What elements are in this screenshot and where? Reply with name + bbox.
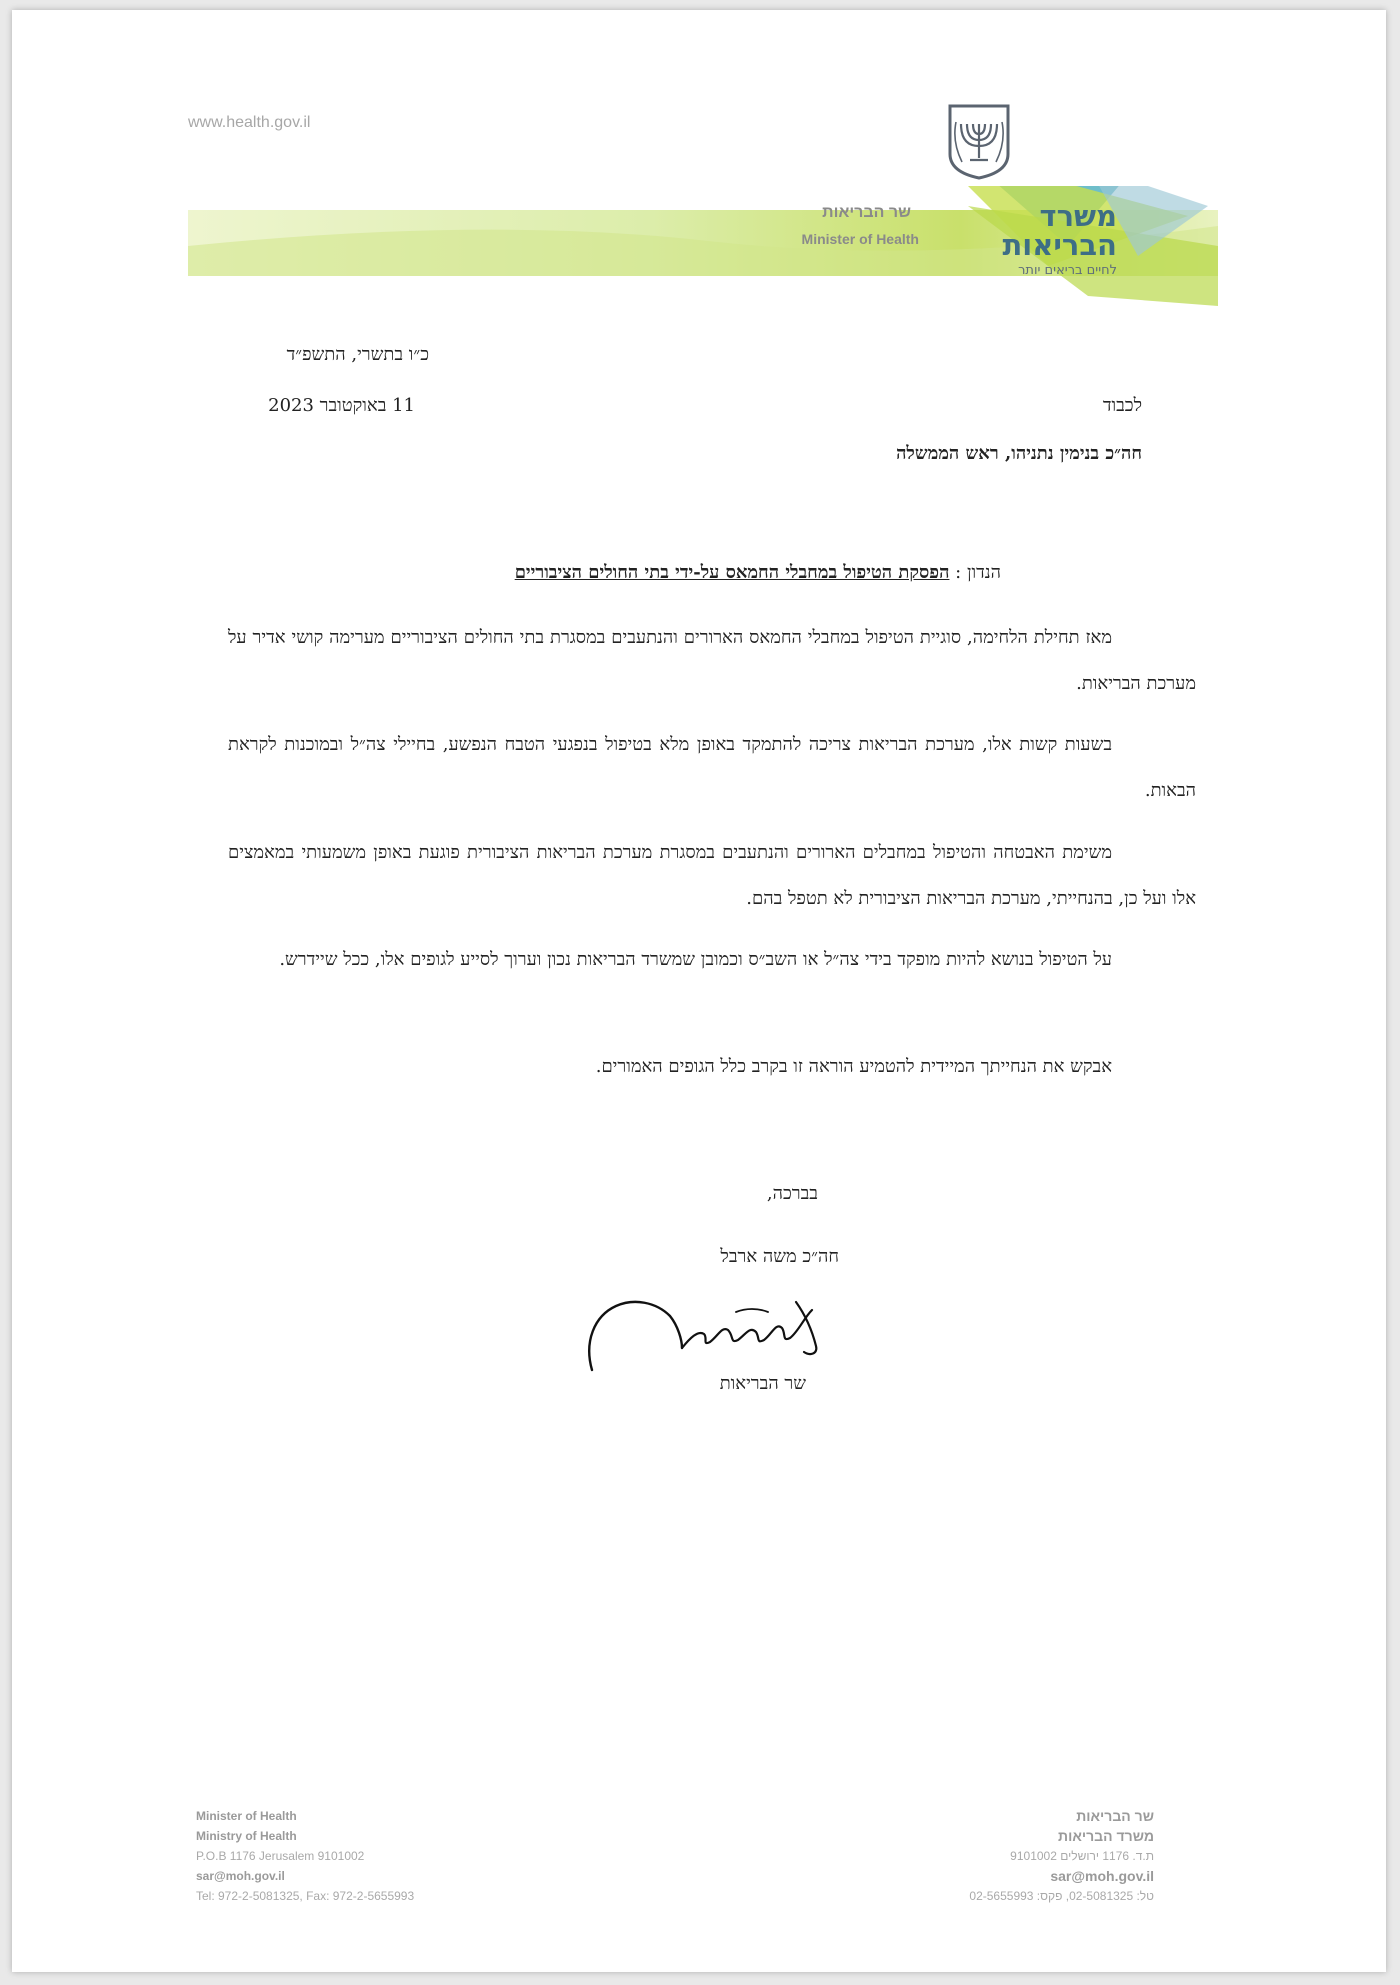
footer-he-address: ת.ד. 1176 ירושלים 9101002 — [1010, 1849, 1154, 1863]
website-url: www.health.gov.il — [188, 114, 311, 131]
footer-en-line2: Ministry of Health — [196, 1829, 297, 1843]
handwritten-signature — [586, 1282, 836, 1378]
subject-line — [515, 562, 1001, 583]
footer-en-phone: Tel: 972-2-5081325, Fax: 972-2-5655993 — [196, 1889, 415, 1903]
footer-he-email: sar@moh.gov.il — [1050, 1868, 1154, 1884]
footer-he-phone: טל: 02-5081325, פקס: 02-5655993 — [969, 1889, 1154, 1903]
brand-line-1: משרד — [1039, 199, 1117, 233]
signer-title: שר הבריאות — [719, 1373, 806, 1394]
ministry-brand-name — [1002, 199, 1118, 262]
footer-en-address: P.O.B 1176 Jerusalem 9101002 — [196, 1849, 365, 1863]
subject-label: הנדון : — [955, 562, 1001, 583]
body-paragraph-5: אבקש את הנחייתך המיידית להטמיע הוראה זו בקרב כלל הגופים האמורים. — [595, 1056, 1112, 1077]
recipient-name: חה״כ בנימין נתניהו, ראש הממשלה — [896, 443, 1142, 464]
minister-title-english: Minister of Health — [801, 231, 919, 247]
footer-en-line1: Minister of Health — [196, 1809, 297, 1823]
signer-name: חה״כ משה ארבל — [720, 1246, 839, 1267]
minister-title-hebrew: שר הבריאות — [822, 204, 911, 221]
footer-english — [196, 1806, 414, 1906]
body-paragraph-2: בשעות קשות אלו, מערכת הבריאות צריכה להתמקד באופן מלא בטיפול בנפגעי הטבח הנפשע, בחיילי צה״ל ובמוכנות לקראת הבאות. — [228, 734, 1196, 801]
footer-he-line1: שר הבריאות — [1076, 1808, 1154, 1824]
footer-he-line2: משרד הבריאות — [1058, 1828, 1154, 1844]
state-emblem-menorah — [946, 102, 1012, 180]
body-paragraph-3: משימת האבטחה והטיפול במחבלים הארורים והנתעבים במסגרת מערכת הבריאות הציבורית פוגעת באופן משמעותי במאמצים אלו ועל כן, בהנחייתי, מערכת הבריאות הציבורית לא תטפל בהם. — [228, 842, 1196, 909]
body-paragraph-4: על הטיפול בנושא להיות מופקד בידי צה״ל או השב״ס וכמובן שמשרד הבריאות נכון וערוך לסייע לגופים אלו, ככל שיידרש. — [279, 949, 1112, 970]
to-label: לכבוד — [1102, 395, 1142, 416]
date-gregorian: 11 באוקטובר 2023 — [268, 395, 415, 416]
subject-text: הפסקת הטיפול במחבלי החמאס על-ידי בתי החולים הציבוריים — [514, 562, 950, 583]
brand-line-2: הבריאות — [1002, 228, 1117, 262]
closing-greeting: בברכה, — [766, 1183, 818, 1204]
footer-hebrew — [834, 1806, 1154, 1906]
letter-page — [12, 10, 1386, 1972]
ministry-tagline: לחיים בריאים יותר — [1018, 263, 1117, 278]
body-paragraph-1: מאז תחילת הלחימה, סוגיית הטיפול במחבלי החמאס הארורים והנתעבים במסגרת בתי החולים הציבוריים מערימה קושי אדיר על מערכת הבריאות. — [228, 627, 1196, 694]
date-hebrew: כ״ו בתשרי, התשפ״ד — [286, 344, 429, 365]
footer-en-email: sar@moh.gov.il — [196, 1869, 285, 1883]
